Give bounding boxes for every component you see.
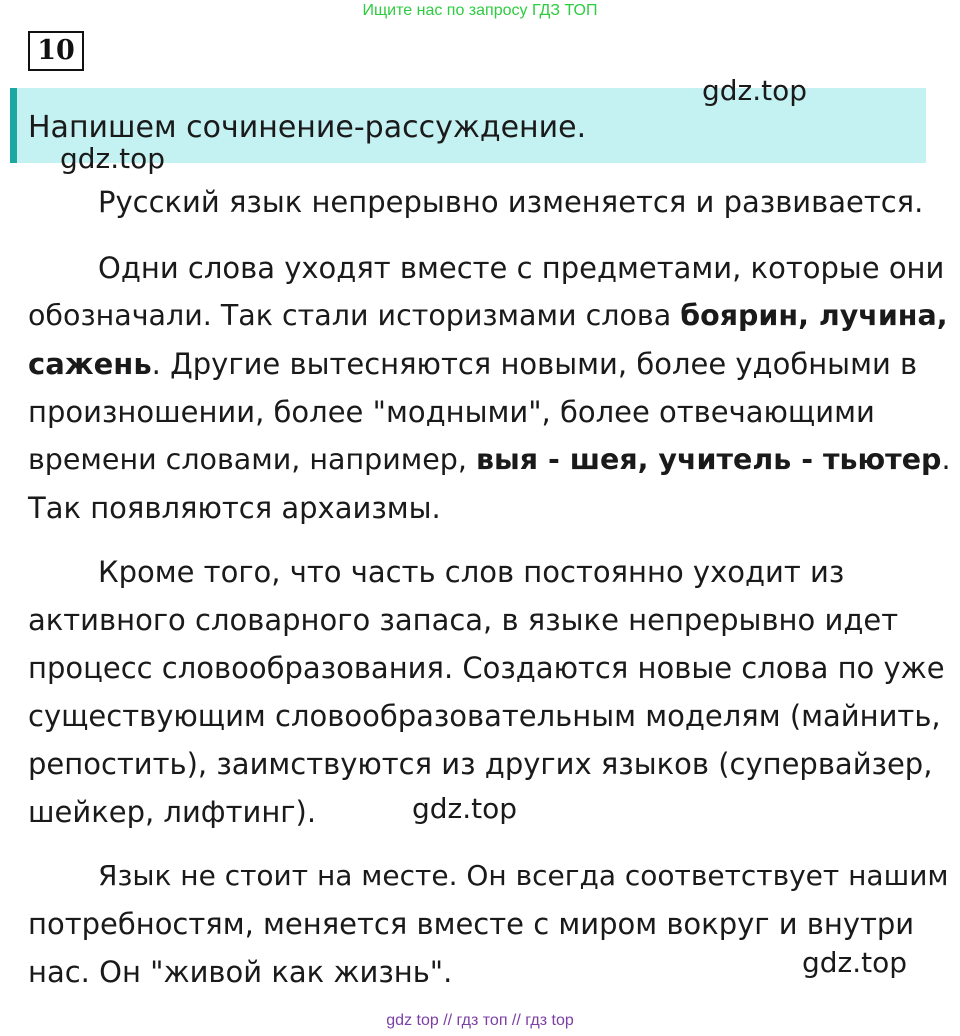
text-line: Кроме того, что часть слов постоянно уходит из [98,555,845,589]
watermark: gdz.top [802,946,908,979]
paragraph-3 [28,548,948,836]
watermark: gdz.top [60,142,166,175]
text-line [28,436,951,484]
text-line: произношении, более "модными", более отвечающими [28,395,875,429]
text-line: Русский язык непрерывно изменяется и развивается. [98,185,924,219]
text-line: нас. Он "живой как жизнь". [28,955,453,989]
bold-term: боярин, лучина, [680,299,948,332]
watermark: gdz.top [702,74,808,107]
section-title: Напишем сочинение-рассуждение. [28,110,587,145]
text-fragment: . Другие вытесняются новыми, более удобными в [151,347,918,381]
watermark: gdz.top [412,792,518,825]
bold-term: выя - шея, учитель - тьютер [475,443,942,476]
text-fragment: времени словами, например, [28,443,476,476]
text-line [28,292,948,340]
text-line: потребностям, меняется вместе с миром вокруг и внутри [28,907,915,941]
text-line: процесс словообразования. Создаются новые слова по уже [28,651,945,685]
text-fragment: . [941,443,951,476]
bold-term: сажень [28,347,152,381]
text-line: Язык не стоит на месте. Он всегда соответствует нашим [98,859,949,892]
task-number: 10 [28,31,84,71]
footer-links: gdz top // гдз топ // гдз top [386,1012,574,1029]
top-banner: Ищите нас по запросу ГДЗ ТОП [362,2,598,19]
header-accent-bar [10,88,17,163]
text-line: репостить), заимствуются из других языков (супервайзер, [28,747,933,781]
text-line: Одни слова уходят вместе с предметами, которые они [98,251,945,285]
text-line: активного словарного запаса, в языке непрерывно идет [28,603,899,637]
text-line: существующим словообразовательным моделям (майнить, [28,699,941,733]
paragraph-2 [28,244,951,532]
paragraph-4 [28,852,948,996]
text-line: Так появляются архаизмы. [28,491,441,525]
text-line [28,340,948,388]
text-line: шейкер, лифтинг). [28,795,317,829]
paragraph-1 [28,178,948,226]
text-fragment: обозначали. Так стали историзмами слова [28,299,681,332]
